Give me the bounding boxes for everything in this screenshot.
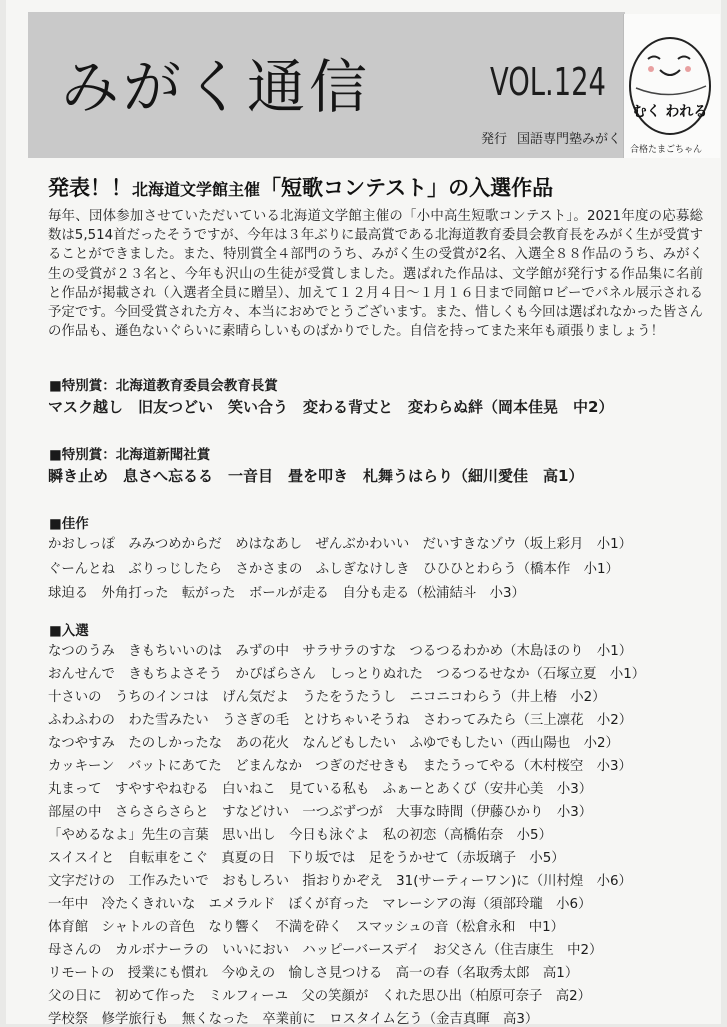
intro-paragraph: 毎年、団体参加させていただいている北海道文学館主催の「小中高生短歌コンテスト」。2021年度の応募総数は5,514首だったそうですが、今年は３年ぶりに最高賞である北海道教育委員会教育長をみがく生が受賞することができました。また、特別賞全４部門のうち、みがく生の受賞が2名、入選全８８作品のうち、みがく生の受賞が２３名と、今年も沢山の生徒が受賞しました。選ばれた作品は、文学館が発行する作品集に名前と作品が掲載され（入選者全員に贈呈）、加えて１２月４日～１月１６日まで同館ロビーでパネル展示される予定です。今回受賞された方々、本当におめでとうございます。また、惜しくも今回は選ばれなかった皆さんの作品も、遜色ないぐらいに素晴らしいものばかりでした。自信を持ってまた来年も頑張りましょう！ [48, 209, 703, 340]
award-entry-newspaper: 瞬き止め 息さへ忘るる 一音目 畳を叩き 札舞うはらり（細川愛佳 高1） [48, 467, 584, 485]
headline-organizer: 北海道文学館主催 [132, 180, 261, 199]
nyusen-entry: 一年中 冷たくきれいな エメラルド ぼくが育った マレーシアの海（須部玲瓏 小6） [48, 897, 592, 912]
newsletter-sheet [6, 0, 721, 1027]
volume-number: VOL.124 [490, 60, 606, 104]
award-entry-education: マスク越し 旧友つどい 笑い合う 変わる背丈と 変わらぬ絆（岡本佳晃 中2） [48, 398, 614, 416]
nyusen-entry: 学校祭 修学旅行も 無くなった 卒業前に ロスタイム乞う（金吉真暉 高3） [48, 1012, 539, 1027]
publisher-line [481, 128, 631, 147]
nyusen-entry: 「やめるなよ」先生の言葉 思い出し 今日も泳ぐよ 私の初恋（高橋佑奈 小5） [48, 828, 552, 843]
publisher-label: 発行 [481, 132, 508, 147]
nyusen-entry: スイスイと 自転車をこぐ 真夏の日 下り坂では 足をうかせて（赤坂璃子 小5） [48, 851, 565, 866]
kasaku-entry: ぐーんとね ぶりっじしたら さかさまの ふしぎなけしき ひひひとわらう（橋本作 小1） [48, 562, 619, 577]
nyusen-entry: ふわふわの わた雪みたい うさぎの毛 とけちゃいそうね さわってみたら（三上凛花 小2） [48, 713, 633, 728]
nyusen-entry: 十さいの うちのインコは げん気だよ うたをうたうし ニコニコわらう（井上椿 小2） [48, 690, 606, 705]
award-heading-education: ■特別賞：北海道教育委員会教育長賞 [49, 378, 278, 394]
kasaku-heading: ■佳作 [49, 516, 89, 532]
nyusen-entry: 母さんの カルボナーラの いいにおい ハッピーバースデイ お父さん（住吉康生 中2） [48, 943, 603, 958]
mascot-caption: 合格たまごちゃん [630, 145, 703, 155]
award-heading-newspaper: ■特別賞：北海道新聞社賞 [49, 447, 211, 463]
newsletter-title: みがく通信 [61, 53, 372, 121]
nyusen-entry: おんせんで きもちよさそう かぴばらさん しっとりぬれた つるつるせなか（石塚立夏 小1） [48, 667, 646, 682]
nyusen-entry: 丸まって すやすやねむる 白いねこ 見ている私も ふぁーとあくび（安井心美 小3） [48, 782, 593, 797]
nyusen-entry: なつやすみ たのしかったな あの花火 なんどもしたい ふゆでもしたい（西山陽也 小2） [48, 736, 619, 751]
publisher-name: 国語専門塾みがく [517, 132, 622, 147]
egg-mascot-icon [624, 14, 720, 158]
nyusen-entry: カッキーン バットにあてた どまんなか つぎのだせきも またうってやる（木村桜空 小3） [48, 759, 632, 774]
nyusen-entry: 部屋の中 さらさらさらと すなどけい 一つぶずつが 大事な時間（伊藤ひかり 小3） [48, 805, 593, 820]
mascot-text: むく われる [632, 104, 708, 120]
nyusen-entry: なつのうみ きもちいいのは みずの中 サラサラのすな つるつるわかめ（木島ほのり 小1） [48, 644, 633, 659]
mascot-logo [623, 14, 720, 158]
nyusen-entry: リモートの 授業にも慣れ 今ゆえの 愉しさ見つける 高一の春（名取秀太郎 高1） [48, 966, 579, 981]
headline [48, 172, 553, 202]
kasaku-entry: 球迫る 外角打った 転がった ボールが走る 自分も走る（松浦結斗 小3） [48, 586, 525, 601]
kasaku-entry: かおしっぽ みみつめからだ めはなあし ぜんぶかわいい だいすきなゾウ（坂上彩月 小1） [48, 537, 633, 552]
nyusen-entry: 体育館 シャトルの音色 なり響く 不満を砕く スマッシュの音（松倉永和 中1） [48, 920, 565, 935]
headline-announce: 発表！！ [48, 176, 132, 200]
nyusen-entry: 父の日に 初めて作った ミルフィーユ 父の笑顔が くれた思ひ出（柏原可奈子 高2） [48, 989, 592, 1004]
headline-contest: 「短歌コンテスト」の入選作品 [260, 176, 554, 200]
nyusen-entry: 文字だけの 工作みたいで おもしろい 指おりかぞえ 31(サーティーワン)に（川村煌 小6） [48, 874, 632, 889]
nyusen-heading: ■入選 [49, 623, 89, 639]
